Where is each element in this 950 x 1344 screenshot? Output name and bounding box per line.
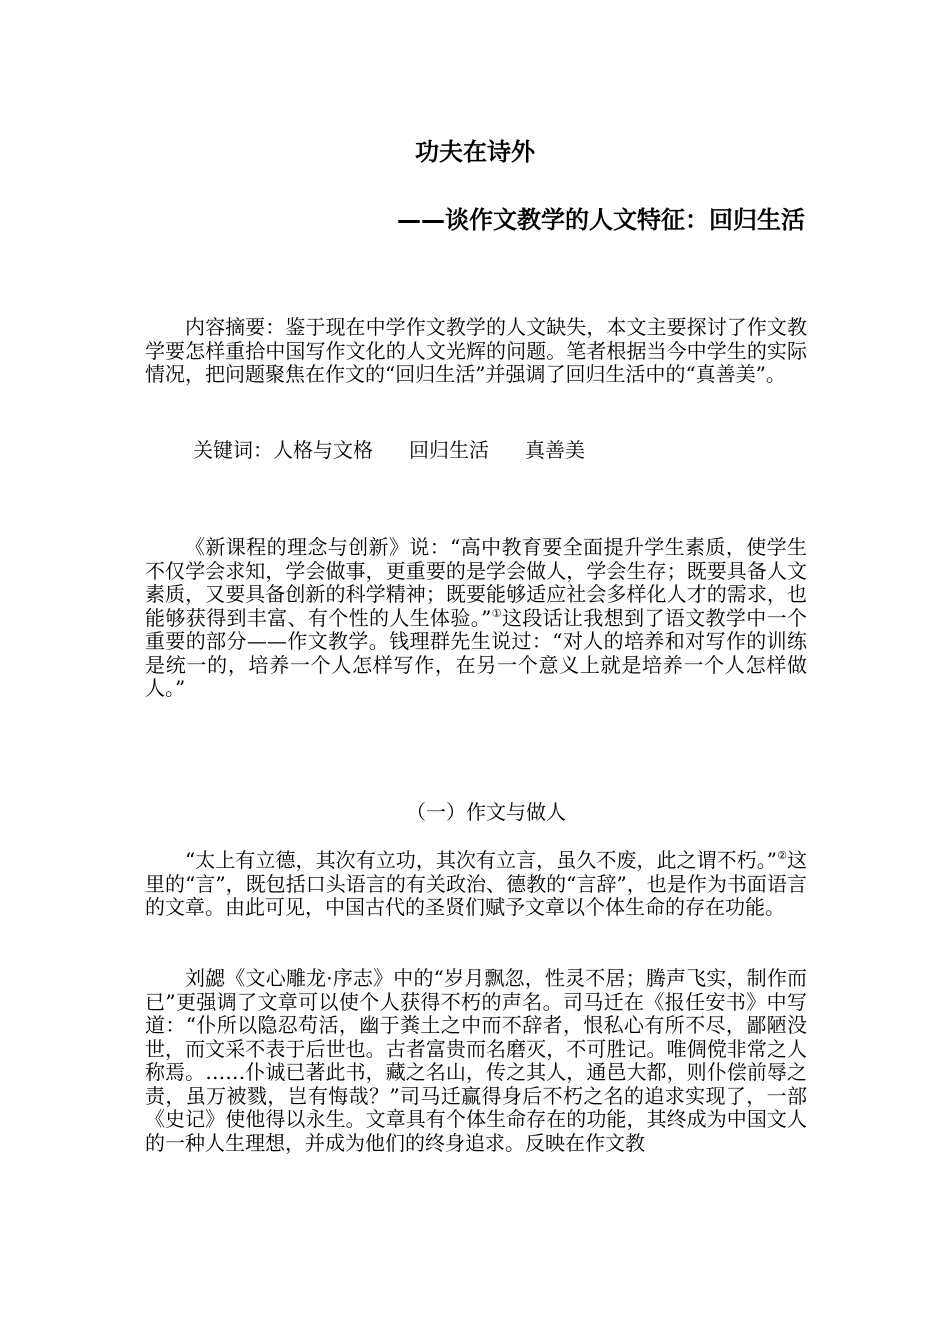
intro-text-before-note: 《新课程的理念与创新》说：“高中教育要全面提升学生素质，使学生不仅学会求知，学会做事，更重要的是学会做人，学会生存；既要具备人文素质，又要具备创新的科学精神；既要能够适应社会多样化人才的需求，也能够获得到丰富、有个性的人生体验。” (145, 535, 807, 630)
abstract-paragraph: 内容摘要：鉴于现在中学作文教学的人文缺失，本文主要探讨了作文教学要怎样重拾中国写作文化的人文光辉的问题。笔者根据当今中学生的实际情况，把问题聚焦在作文的“回归生活”并强调了回归生活中的“真善美”。 (145, 315, 807, 386)
body-paragraph: 刘勰《文心雕龙·序志》中的“岁月飘忽，性灵不居；腾声飞实，制作而已”更强调了文章可以使个人获得不朽的声名。司马迁在《报任安书》中写道：“仆所以隐忍苟活，幽于粪土之中而不辞者，恨私心有所不尽，鄙陋没世，而文采不表于后世也。古者富贵而名磨灭，不可胜记。唯倜傥非常之人称焉。……仆诚已著此书，藏之名山，传之其人，通邑大都，则仆偿前辱之责，虽万被戮，岂有悔哉？”司马迁赢得身后不朽之名的追求实现了，一部《史记》使他得以永生。文章具有个体生命存在的功能，其终成为中国文人的一种人生理想，并成为他们的终身追求。反映在作文教 (145, 966, 807, 1155)
footnote-mark: ① (491, 606, 502, 620)
footnote-mark: ② (777, 849, 787, 862)
intro-paragraph (145, 536, 807, 701)
keywords-line (193, 437, 585, 463)
intro-text-after-note: 这段话让我想到了语文教学中一个重要的部分——作文教学。钱理群先生说过：“对人的培养和对写作的训练是统一的，培养一个人怎样写作，在另一个意义上就是培养一个人怎样做人。” (145, 605, 807, 700)
keyword-item: 回归生活 (409, 438, 489, 462)
section-heading: （一）作文与做人 (406, 800, 566, 824)
page-title: 功夫在诗外 (415, 138, 535, 166)
paragraph-text-after-note: 这里的“言”，既包括口头语言的有关政治、德教的“言辞”，也是作为书面语言的文章。由此可见，中国古代的圣贤们赋予文章以个体生命的存在功能。 (145, 848, 807, 919)
keyword-item: 真善美 (525, 438, 585, 462)
paragraph-text-before-note: “太上有立德，其次有立功，其次有立言，虽久不废，此之谓不朽。” (185, 848, 778, 872)
keywords-label: 关键词： (193, 438, 273, 462)
keyword-item: 人格与文格 (273, 438, 373, 462)
page-subtitle: ——谈作文教学的人文特征：回归生活 (397, 206, 805, 234)
body-paragraph (145, 849, 807, 920)
